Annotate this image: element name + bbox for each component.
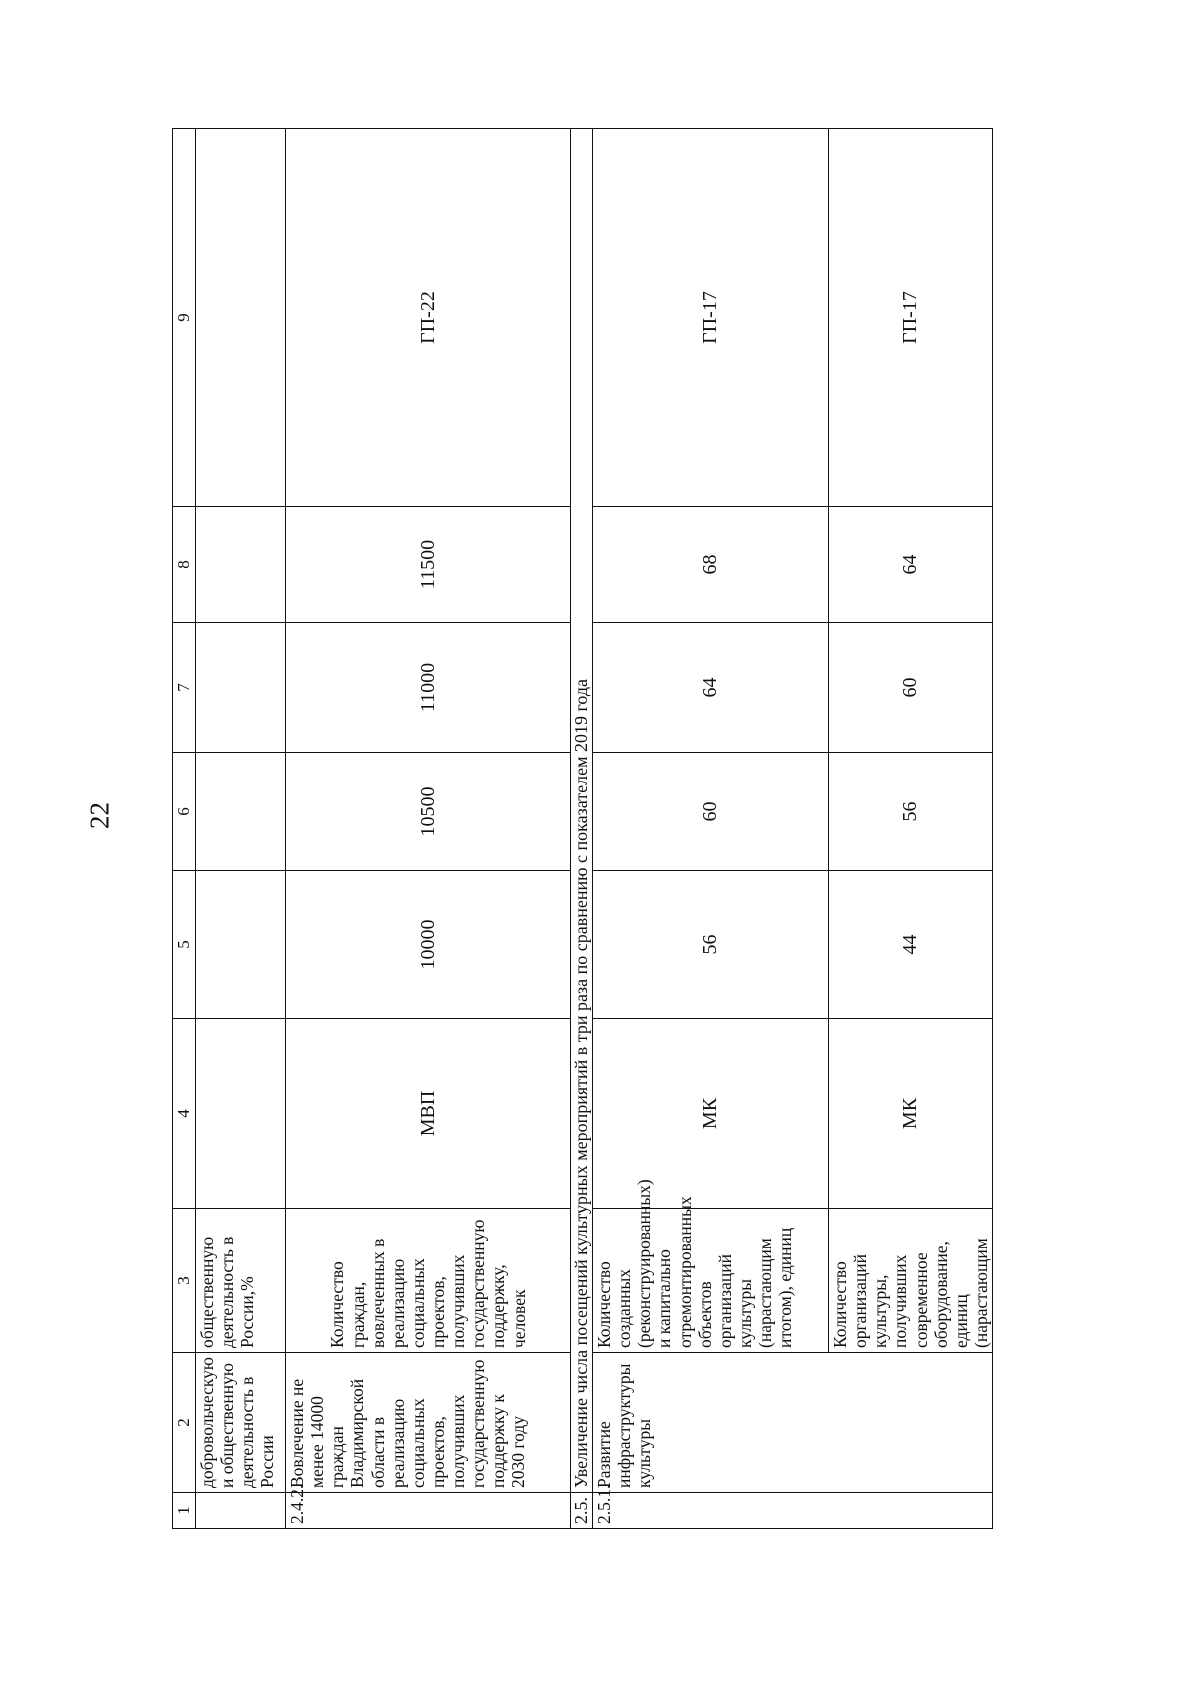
value-cell: 60 bbox=[829, 623, 993, 753]
table-row bbox=[593, 129, 829, 1529]
value-cell: 64 bbox=[829, 507, 993, 623]
task-cell: Вовлечение не менее 14000 граждан Владимирской области в реализацию социальных проектов, получивших государственную поддержку к 2030 году bbox=[286, 1353, 571, 1493]
task-cell: Развитие инфраструктуры культуры bbox=[593, 1353, 993, 1493]
value-cell: 11500 bbox=[286, 507, 571, 623]
responsible-cell: МК bbox=[593, 1019, 829, 1209]
num-cell: 2.5.1. bbox=[593, 1493, 993, 1529]
num-cell bbox=[196, 1493, 286, 1529]
value-cell: 11000 bbox=[286, 623, 571, 753]
value-cell: 56 bbox=[829, 753, 993, 871]
indicator-cell: Количество организаций культуры, получивших современное оборудование, единиц (нарастающим bbox=[829, 1209, 993, 1353]
empty-cell bbox=[196, 129, 286, 507]
header-cell: 9 bbox=[173, 129, 196, 507]
empty-cell bbox=[196, 507, 286, 623]
value-cell: 44 bbox=[829, 871, 993, 1019]
value-cell: 60 bbox=[593, 753, 829, 871]
num-cell: 2.4.2. bbox=[286, 1493, 571, 1529]
empty-cell bbox=[196, 871, 286, 1019]
indicator-cell: общественную деятельность в России,% bbox=[196, 1209, 286, 1353]
header-cell: 8 bbox=[173, 507, 196, 623]
rotated-table-wrapper bbox=[172, 129, 991, 1529]
section-title: Увеличение числа посещений культурных мероприятий в три раза по сравнению с показателем 2019 года bbox=[571, 129, 593, 1493]
value-cell: 10000 bbox=[286, 871, 571, 1019]
responsible-cell: МВП bbox=[286, 1019, 571, 1209]
header-cell: 7 bbox=[173, 623, 196, 753]
table-row bbox=[286, 129, 571, 1529]
section-row bbox=[571, 129, 593, 1529]
header-cell: 3 bbox=[173, 1209, 196, 1353]
value-cell: 10500 bbox=[286, 753, 571, 871]
program-cell: ГП-17 bbox=[829, 129, 993, 507]
num-cell: 2.5. bbox=[571, 1493, 593, 1529]
value-cell: 56 bbox=[593, 871, 829, 1019]
indicator-cell: Количество созданных (реконструированных) и капитально отремонтированных объектов организаций культуры (нарастающим итогом), единиц bbox=[593, 1209, 829, 1353]
header-cell: 4 bbox=[173, 1019, 196, 1209]
program-cell: ГП-22 bbox=[286, 129, 571, 507]
responsible-cell: МК bbox=[829, 1019, 993, 1209]
task-cell: добровольческую и общественную деятельность в России bbox=[196, 1353, 286, 1493]
indicators-table bbox=[172, 128, 993, 1529]
empty-cell bbox=[196, 623, 286, 753]
program-cell: ГП-17 bbox=[593, 129, 829, 507]
value-cell: 68 bbox=[593, 507, 829, 623]
value-cell: 64 bbox=[593, 623, 829, 753]
indicator-cell: Количество граждан, вовлеченных в реализацию социальных проектов, получивших государственную поддержку, человек bbox=[286, 1209, 571, 1353]
table-row bbox=[829, 129, 993, 1529]
header-row bbox=[173, 129, 196, 1529]
page-number: 22 bbox=[84, 802, 115, 829]
table-row bbox=[196, 129, 286, 1529]
empty-cell bbox=[196, 753, 286, 871]
header-cell: 1 bbox=[173, 1493, 196, 1529]
header-cell: 5 bbox=[173, 871, 196, 1019]
empty-cell bbox=[196, 1019, 286, 1209]
header-cell: 2 bbox=[173, 1353, 196, 1493]
header-cell: 6 bbox=[173, 753, 196, 871]
